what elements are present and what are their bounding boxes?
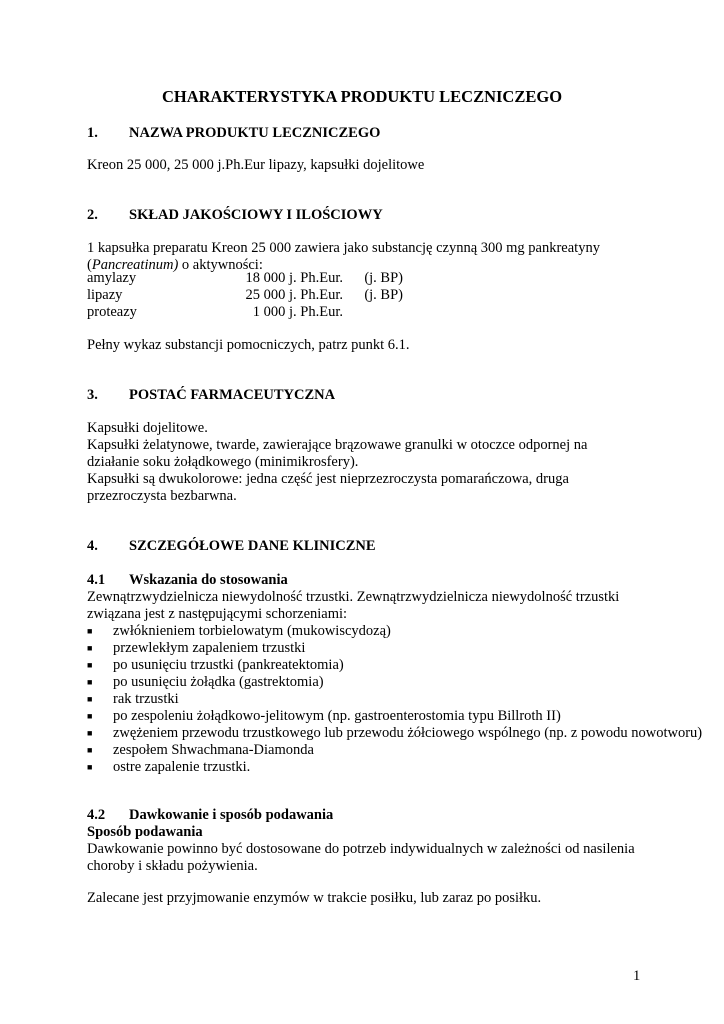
table-cell-name: lipazy: [87, 287, 123, 303]
section-3-title: POSTAĆ FARMACEUTYCZNA: [129, 387, 336, 403]
section-1-title: NAZWA PRODUKTU LECZNICZEGO: [129, 125, 381, 141]
bullet-square-icon: ■: [87, 643, 93, 653]
list-item-text: zespołem Shwachmana-Diamonda: [113, 742, 314, 758]
subsection-4-2-title: Dawkowanie i sposób podawania: [129, 807, 334, 823]
bullet-square-icon: ■: [87, 694, 93, 704]
latin-name: Pancreatinum): [91, 257, 179, 273]
paren-open: (: [87, 257, 92, 273]
excipients-note: Pełny wykaz substancji pomocniczych, patrz punkt 6.1.: [87, 337, 410, 353]
activity-label: o aktywności:: [178, 257, 263, 273]
list-item: [87, 640, 647, 657]
section-4-number: 4.: [87, 538, 98, 554]
subsection-4-1-number: 4.1: [87, 572, 106, 588]
list-item: [87, 708, 647, 725]
list-item: [87, 742, 647, 759]
bullet-square-icon: ■: [87, 711, 93, 721]
list-item-text: zwężeniem przewodu trzustkowego lub przewodu żółciowego wspólnego (np. z powodu nowotworu): [113, 725, 703, 741]
table-cell-name: proteazy: [87, 304, 137, 320]
product-name-text: Kreon 25 000, 25 000 j.Ph.Eur lipazy, kapsułki dojelitowe: [87, 157, 425, 173]
table-cell-ref: (j. BP): [364, 287, 403, 303]
indications-line2: związana jest z następującymi schorzeniami:: [87, 606, 348, 622]
form-line: działanie soku żołądkowego (minimikrosfery).: [87, 454, 359, 470]
bullet-square-icon: ■: [87, 762, 93, 772]
form-line: przezroczysta bezbarwna.: [87, 488, 237, 504]
section-4-title: SZCZEGÓŁOWE DANE KLINICZNE: [129, 538, 376, 554]
subsection-4-1-title: Wskazania do stosowania: [129, 572, 288, 588]
indications-line1: Zewnątrzwydzielnicza niewydolność trzustki. Zewnątrzwydzielnicza niewydolność trzustki: [87, 589, 620, 605]
list-item: [87, 674, 647, 691]
list-item: [87, 623, 647, 640]
list-item-text: po zespoleniu żołądkowo-jelitowym (np. gastroenterostomia typu Billroth II): [113, 708, 561, 724]
bullet-square-icon: ■: [87, 660, 93, 670]
document-title: CHARAKTERYSTYKA PRODUKTU LECZNICZEGO: [161, 87, 563, 106]
list-item: [87, 759, 647, 776]
dosage-line2: choroby i składu pożywienia.: [87, 858, 258, 874]
table-cell-ref: (j. BP): [364, 270, 403, 286]
section-2-number: 2.: [87, 207, 98, 223]
table-cell-value: 18 000 j. Ph.Eur.: [245, 270, 343, 286]
form-line: Kapsułki dojelitowe.: [87, 420, 208, 436]
form-line: Kapsułki są dwukolorowe: jedna część jest nieprzezroczysta pomarańczowa, druga: [87, 471, 569, 487]
list-item-text: ostre zapalenie trzustki.: [113, 759, 251, 775]
bullet-square-icon: ■: [87, 728, 93, 738]
administration-subheading: Sposób podawania: [87, 824, 203, 840]
list-item: [87, 691, 647, 708]
table-row: [87, 270, 403, 287]
table-cell-name: amylazy: [87, 270, 137, 286]
dosage-recommendation: Zalecane jest przyjmowanie enzymów w trakcie posiłku, lub zaraz po posiłku.: [87, 890, 542, 906]
list-item: [87, 725, 703, 742]
form-line: Kapsułki żelatynowe, twarde, zawierające brązowawe granulki w otoczce odpornej na: [87, 437, 588, 453]
table-cell-value: 1 000 j. Ph.Eur.: [252, 304, 343, 320]
list-item-text: po usunięciu trzustki (pankreatektomia): [113, 657, 344, 673]
activity-table: [87, 270, 403, 321]
bullet-square-icon: ■: [87, 745, 93, 755]
composition-intro-line1: 1 kapsułka preparatu Kreon 25 000 zawiera jako substancję czynną 300 mg pankreatyny: [87, 240, 600, 256]
bullet-square-icon: ■: [87, 626, 93, 636]
list-item-text: przewlekłym zapaleniem trzustki: [113, 640, 306, 656]
indications-list: [87, 623, 703, 776]
list-item-text: rak trzustki: [113, 691, 179, 707]
subsection-4-2-number: 4.2: [87, 807, 106, 823]
list-item-text: po usunięciu żołądka (gastrektomia): [113, 674, 324, 690]
table-cell-ref: [343, 304, 403, 321]
section-3-number: 3.: [87, 387, 98, 403]
page-number: 1: [633, 968, 641, 984]
section-2-title: SKŁAD JAKOŚCIOWY I ILOŚCIOWY: [129, 207, 383, 223]
list-item-text: zwłóknieniem torbielowatym (mukowiscydozą): [113, 623, 391, 639]
dosage-line1: Dawkowanie powinno być dostosowane do potrzeb indywidualnych w zależności od nasilenia: [87, 841, 635, 857]
table-row: [87, 287, 403, 304]
table-cell-value: 25 000 j. Ph.Eur.: [245, 287, 343, 303]
list-item: [87, 657, 647, 674]
bullet-square-icon: ■: [87, 677, 93, 687]
section-1-number: 1.: [87, 125, 98, 141]
table-row: [87, 304, 403, 321]
